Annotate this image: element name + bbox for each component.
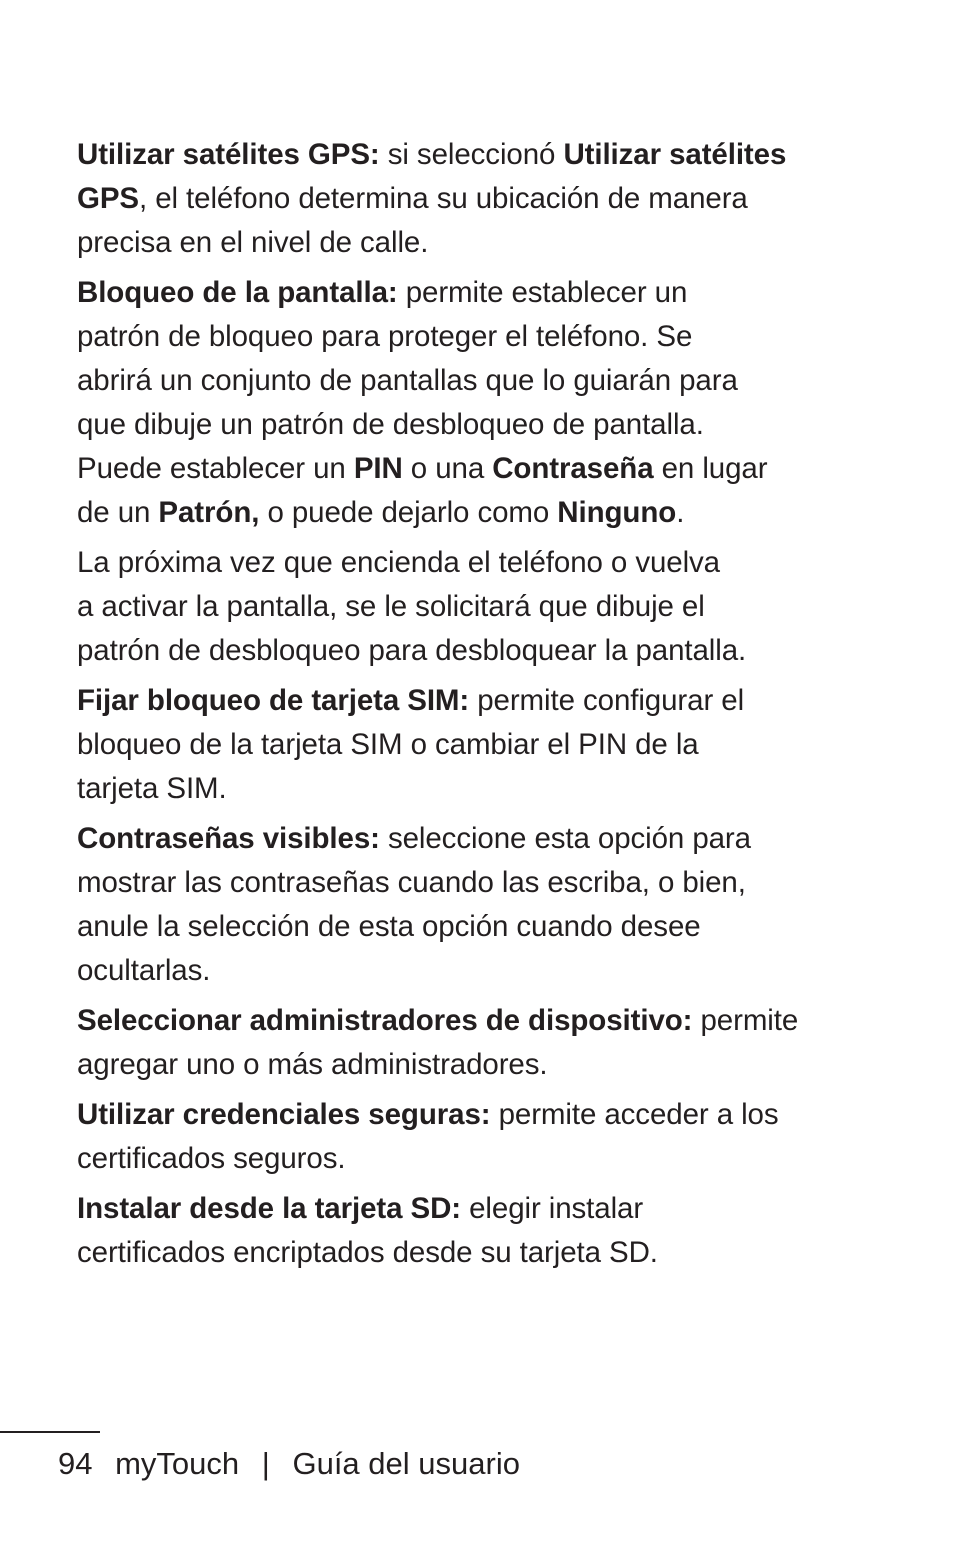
bold-term: Ninguno: [557, 496, 677, 529]
paragraph: [77, 133, 897, 265]
bold-term: Seleccionar administradores de dispositivo:: [77, 1004, 693, 1037]
text-line: [77, 403, 897, 447]
guide-title: Guía del usuario: [292, 1446, 520, 1481]
text-segment: o puede dejarlo como: [259, 496, 558, 529]
bold-term: GPS: [77, 182, 139, 215]
bold-term: Bloqueo de la pantalla:: [77, 276, 398, 309]
text-line: [77, 999, 897, 1043]
text-segment: patrón de bloqueo para proteger el teléfono. Se: [77, 320, 693, 353]
text-segment: precisa en el nivel de calle.: [77, 226, 429, 259]
text-segment: certificados encriptados desde su tarjeta SD.: [77, 1236, 658, 1269]
text-segment: o una: [402, 452, 493, 485]
text-line: [77, 629, 897, 673]
paragraph: [77, 999, 897, 1087]
bold-term: Fijar bloqueo de tarjeta SIM:: [77, 684, 470, 717]
text-line: [77, 723, 897, 767]
paragraph: [77, 679, 897, 811]
text-line: [77, 1093, 897, 1137]
text-segment: ocultarlas.: [77, 954, 211, 987]
text-segment: tarjeta SIM.: [77, 772, 227, 805]
text-segment: permite configurar el: [469, 684, 745, 717]
bold-term: Utilizar credenciales seguras:: [77, 1098, 491, 1131]
paragraph: [77, 1187, 897, 1275]
text-line: [77, 949, 897, 993]
text-segment: de un: [77, 496, 159, 529]
product-name: myTouch: [115, 1446, 240, 1481]
text-segment: permite acceder a los: [490, 1098, 779, 1131]
text-segment: permite establecer un: [397, 276, 688, 309]
text-segment: bloqueo de la tarjeta SIM o cambiar el PIN de la: [77, 728, 699, 761]
text-segment: si seleccionó: [379, 138, 564, 171]
paragraph: [77, 271, 897, 535]
text-line: [77, 1231, 897, 1275]
text-line: [77, 585, 897, 629]
bold-term: Utilizar satélites GPS:: [77, 138, 380, 171]
text-line: [77, 1187, 897, 1231]
text-line: [77, 1043, 897, 1087]
text-line: [77, 491, 897, 535]
page-body: [77, 133, 897, 1281]
text-segment: a activar la pantalla, se le solicitará que dibuje el: [77, 590, 705, 623]
text-line: [77, 767, 897, 811]
bold-term: Contraseña: [492, 452, 654, 485]
text-segment: Puede establecer un: [77, 452, 354, 485]
text-segment: , el teléfono determina su ubicación de manera: [139, 182, 748, 215]
text-line: [77, 817, 897, 861]
bold-term: Utilizar satélites: [563, 138, 787, 171]
text-line: [77, 221, 897, 265]
text-segment: La próxima vez que encienda el teléfono o vuelva: [77, 546, 720, 579]
text-segment: abrirá un conjunto de pantallas que lo guiarán para: [77, 364, 738, 397]
text-line: [77, 905, 897, 949]
bold-term: Instalar desde la tarjeta SD:: [77, 1192, 462, 1225]
page-number: 94: [58, 1446, 93, 1481]
text-line: [77, 359, 897, 403]
text-line: [77, 315, 897, 359]
text-line: [77, 541, 897, 585]
text-line: [77, 861, 897, 905]
text-segment: patrón de desbloqueo para desbloquear la pantalla.: [77, 634, 747, 667]
text-segment: agregar uno o más administradores.: [77, 1048, 548, 1081]
paragraph: [77, 1093, 897, 1181]
text-line: [77, 177, 897, 221]
text-segment: certificados seguros.: [77, 1142, 346, 1175]
text-line: [77, 679, 897, 723]
text-line: [77, 447, 897, 491]
text-segment: que dibuje un patrón de desbloqueo de pantalla.: [77, 408, 704, 441]
footer-separator: |: [261, 1446, 270, 1481]
bold-term: Patrón,: [158, 496, 260, 529]
text-segment: elegir instalar: [461, 1192, 644, 1225]
text-segment: .: [676, 496, 685, 529]
text-segment: en lugar: [653, 452, 768, 485]
text-segment: anule la selección de esta opción cuando desee: [77, 910, 701, 943]
bold-term: Contraseñas visibles:: [77, 822, 380, 855]
text-line: [77, 271, 897, 315]
text-segment: permite: [692, 1004, 799, 1037]
text-line: [77, 1137, 897, 1181]
page-footer: [58, 1444, 534, 1484]
text-segment: seleccione esta opción para: [379, 822, 751, 855]
footer-rule: [0, 1431, 100, 1433]
paragraph: [77, 541, 897, 673]
paragraph: [77, 817, 897, 993]
text-segment: mostrar las contraseñas cuando las escriba, o bien,: [77, 866, 746, 899]
bold-term: PIN: [353, 452, 403, 485]
text-line: [77, 133, 897, 177]
